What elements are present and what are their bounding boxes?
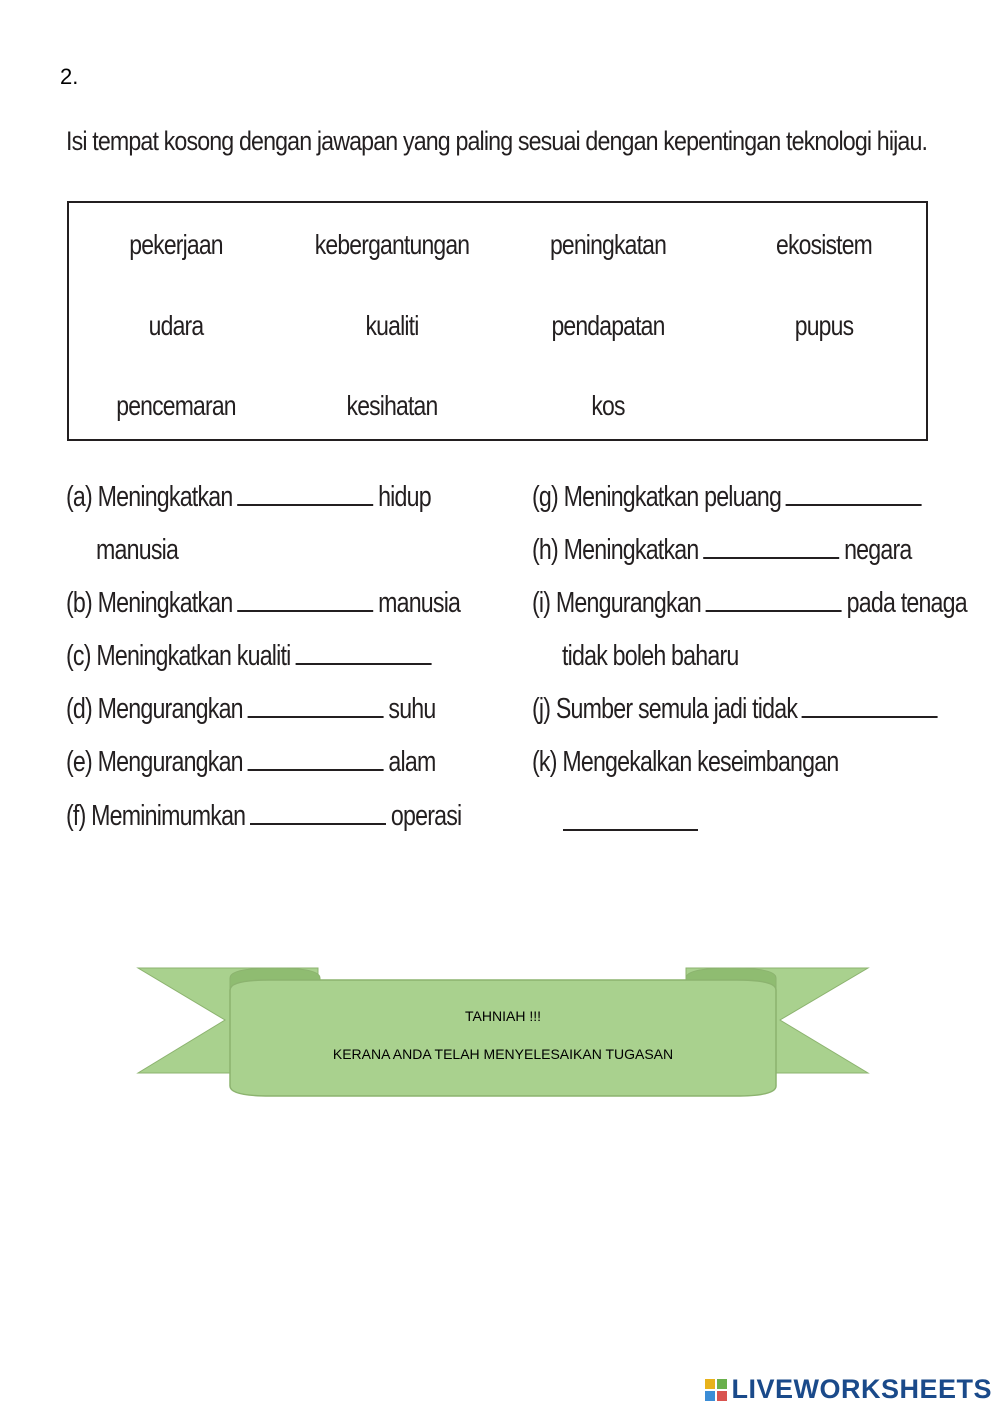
instruction-text: Isi tempat kosong dengan jawapan yang paling sesuai dengan kepentingan teknologi hijau. xyxy=(66,126,928,156)
item-text: manusia xyxy=(378,587,461,619)
word-pendapatan: pendapatan xyxy=(551,310,665,341)
word-ekosistem: ekosistem xyxy=(776,229,872,260)
item-a-continuation: manusia xyxy=(96,534,179,566)
word-bank-box xyxy=(67,201,928,441)
item-text: Meningkatkan xyxy=(97,481,233,513)
item-label: (d) xyxy=(66,693,92,725)
item-text: Mengurangkan xyxy=(97,746,243,778)
item-label: (a) xyxy=(66,481,92,513)
item-i xyxy=(532,587,967,620)
item-text: suhu xyxy=(388,693,436,725)
word-pencemaran: pencemaran xyxy=(116,390,236,421)
word-kebergantungan: kebergantungan xyxy=(314,229,470,260)
item-label: (h) xyxy=(532,534,558,566)
answer-blank-e[interactable] xyxy=(248,747,384,771)
banner-message: KERANA ANDA TELAH MENYELESAIKAN TUGASAN xyxy=(332,1046,674,1062)
item-label: (f) xyxy=(66,800,86,832)
item-h xyxy=(532,534,912,567)
item-k xyxy=(532,746,838,779)
item-text: Mengurangkan xyxy=(97,693,243,725)
item-d xyxy=(66,693,436,726)
item-text: Mengurangkan xyxy=(555,587,702,619)
item-text: Meningkatkan peluang xyxy=(563,481,782,513)
item-text: negara xyxy=(844,534,912,566)
answer-blank-h[interactable] xyxy=(703,535,839,559)
word-pekerjaan: pekerjaan xyxy=(129,229,223,260)
item-text: operasi xyxy=(390,800,462,832)
item-text: hidup xyxy=(378,481,431,513)
word-peningkatan: peningkatan xyxy=(549,229,667,260)
item-text: Sumber semula jadi tidak xyxy=(555,693,798,725)
item-label: (i) xyxy=(532,587,551,619)
answer-blank-g[interactable] xyxy=(786,482,922,506)
congratulations-ribbon xyxy=(130,960,875,1105)
item-label: (c) xyxy=(66,640,91,672)
brand-mark-icon xyxy=(705,1379,727,1401)
liveworksheets-logo[interactable] xyxy=(705,1374,992,1405)
item-text: Meningkatkan xyxy=(563,534,699,566)
item-g xyxy=(532,481,927,514)
item-c xyxy=(66,640,436,673)
answer-blank-f[interactable] xyxy=(250,801,386,825)
ribbon-main-band xyxy=(230,980,776,1096)
question-number: 2. xyxy=(60,64,79,89)
word-kualiti: kualiti xyxy=(365,310,419,341)
word-udara: udara xyxy=(148,310,204,341)
item-a xyxy=(66,481,431,514)
brand-name: LIVEWORKSHEETS xyxy=(731,1374,992,1404)
item-text: pada tenaga xyxy=(846,587,967,619)
answer-blank-i[interactable] xyxy=(706,588,842,612)
answer-blank-d[interactable] xyxy=(248,694,384,718)
item-text: Meningkatkan xyxy=(97,587,233,619)
item-f xyxy=(66,800,461,833)
answer-blank-j[interactable] xyxy=(802,694,938,718)
word-kos: kos xyxy=(591,390,625,421)
word-pupus: pupus xyxy=(794,310,854,341)
item-label: (j) xyxy=(532,693,551,725)
item-text: alam xyxy=(388,746,436,778)
item-b xyxy=(66,587,460,620)
item-text: Meningkatkan kualiti xyxy=(96,640,291,672)
item-label: (e) xyxy=(66,746,92,778)
item-text: Meminimumkan xyxy=(91,800,246,832)
item-e xyxy=(66,746,435,779)
item-label: (k) xyxy=(532,746,557,778)
item-i-continuation: tidak boleh baharu xyxy=(562,640,739,672)
item-text: Mengekalkan keseimbangan xyxy=(562,746,839,778)
answer-blank-c[interactable] xyxy=(295,641,431,665)
word-kesihatan: kesihatan xyxy=(346,390,438,421)
answer-blank-b[interactable] xyxy=(237,588,373,612)
item-j xyxy=(532,693,943,726)
answer-blank-k[interactable] xyxy=(563,829,698,831)
answer-blank-a[interactable] xyxy=(237,482,373,506)
banner-title: TAHNIAH !!! xyxy=(465,1008,541,1024)
item-label: (b) xyxy=(66,587,92,619)
item-label: (g) xyxy=(532,481,558,513)
